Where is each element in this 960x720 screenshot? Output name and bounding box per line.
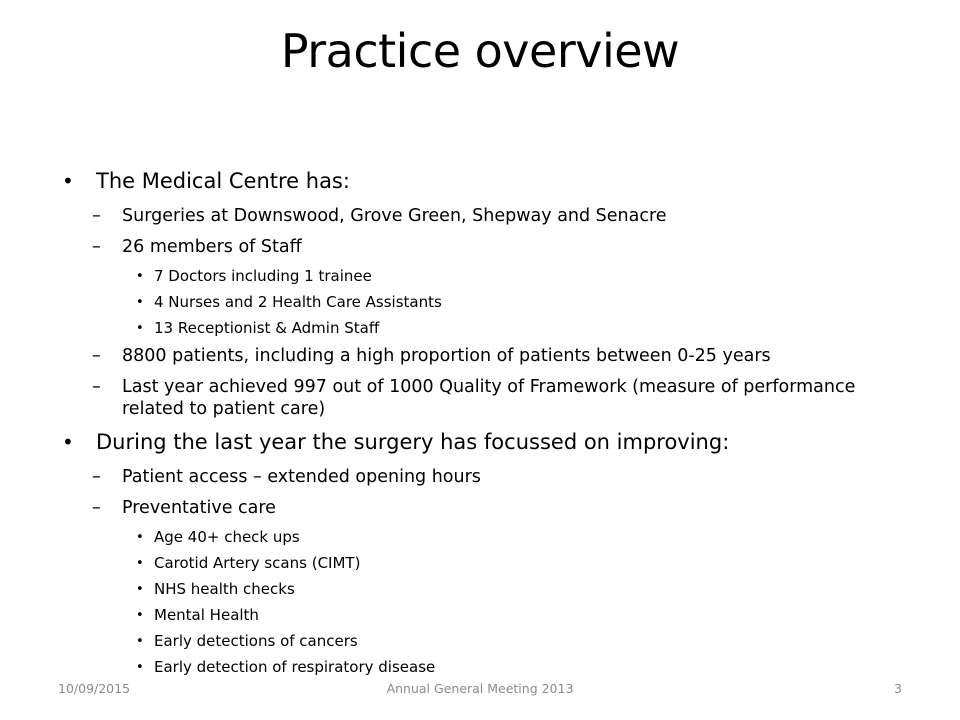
sub-sub-bullet-mental-health: • Mental Health xyxy=(72,606,902,625)
sub-sub-bullet-nhs: • NHS health checks xyxy=(72,580,902,599)
sub-bullet-preventative: – Preventative care xyxy=(72,497,902,519)
slide-title: Practice overview xyxy=(280,24,680,78)
sub-sub-bullet-respiratory: • Early detection of respiratory disease xyxy=(72,658,902,677)
sub-bullet-access: – Patient access – extended opening hours xyxy=(72,466,902,488)
sub-sub-bullet-cimt: • Carotid Artery scans (CIMT) xyxy=(72,554,902,573)
sub-bullet-staff: – 26 members of Staff xyxy=(72,236,902,258)
bullet-medical-centre: • The Medical Centre has: xyxy=(72,168,902,194)
sub-sub-bullet-doctors: • 7 Doctors including 1 trainee xyxy=(72,267,902,286)
sub-sub-bullet-checkups: • Age 40+ check ups xyxy=(72,528,902,547)
sub-bullet-patients: – 8800 patients, including a high proportion of patients between 0-25 years xyxy=(72,345,902,367)
footer-event: Annual General Meeting 2013 xyxy=(386,681,574,696)
slide-content xyxy=(72,168,902,684)
sub-sub-bullet-nurses: • 4 Nurses and 2 Health Care Assistants xyxy=(72,293,902,312)
sub-sub-bullet-admin: • 13 Receptionist & Admin Staff xyxy=(72,319,902,338)
bullet-improving: • During the last year the surgery has focussed on improving: xyxy=(72,429,902,455)
sub-sub-bullet-cancers: • Early detections of cancers xyxy=(72,632,902,651)
sub-bullet-quality: – Last year achieved 997 out of 1000 Quality of Framework (measure of performance related to patient care) xyxy=(72,376,902,420)
footer-page-number: 3 xyxy=(894,681,902,696)
sub-bullet-surgeries: – Surgeries at Downswood, Grove Green, Shepway and Senacre xyxy=(72,205,902,227)
footer-date: 10/09/2015 xyxy=(58,681,131,696)
